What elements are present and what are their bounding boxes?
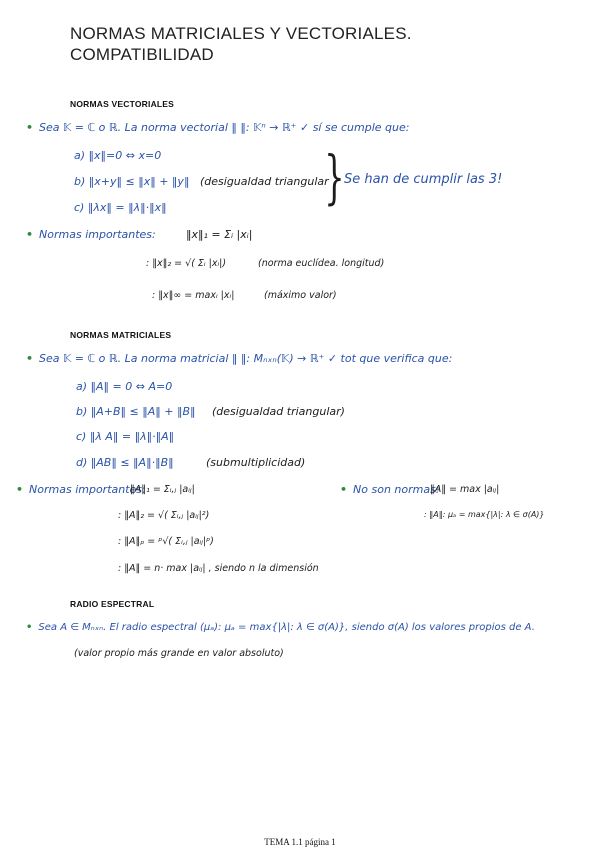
bullet-icon: • (16, 483, 24, 496)
matriciales-important-label: Normas importantes: (29, 483, 146, 496)
bullet-icon: • (340, 483, 348, 496)
section-heading-vectoriales: NORMAS VECTORIALES (70, 99, 175, 109)
vectoriales-important (26, 228, 156, 241)
radio-line1-text: Sea A ∈ Mₙₓₙ. El radio espectral (μₐ): μₐ = max{|λ|: λ ∈ σ(A)}, siendo σ(A) los valores propios de A. (38, 622, 535, 633)
vectoriales-norm-2: : ‖x‖₂ = √( Σᵢ |xᵢ|) (146, 258, 227, 269)
vectoriales-item-a: a) ‖x‖=0 ⇔ x=0 (74, 149, 162, 162)
radio-line1 (26, 622, 535, 633)
vectoriales-intro (26, 121, 409, 134)
matriciales-norm-4: : ‖A‖ = n· max |aᵢⱼ| , siendo n la dimensión (118, 563, 319, 574)
vectoriales-item-c: c) ‖λx‖ = ‖λ‖·‖x‖ (74, 201, 167, 214)
matriciales-item-b-note: (desigualdad triangular) (212, 405, 345, 418)
matriciales-norm-3: : ‖A‖ₚ = ᵖ√( Σᵢ,ⱼ |aᵢⱼ|ᵖ) (118, 536, 214, 547)
vectoriales-norm-3-note: (máximo valor) (264, 290, 337, 301)
radio-line2: (valor propio más grande en valor absoluto) (74, 648, 284, 659)
bullet-icon: • (26, 352, 34, 365)
matriciales-no-normas-label: No son normas: (353, 483, 440, 496)
section-heading-matriciales: NORMAS MATRICIALES (70, 330, 172, 340)
matriciales-no-norm-1: ‖A‖ = max |aᵢⱼ| (430, 484, 500, 495)
vectoriales-norm-3: : ‖x‖∞ = maxᵢ |xᵢ| (152, 290, 235, 301)
matriciales-item-d-note: (submultiplicidad) (206, 456, 306, 469)
bullet-icon: • (26, 622, 33, 633)
matriciales-item-b: b) ‖A+B‖ ≤ ‖A‖ + ‖B‖ (76, 405, 196, 418)
matriciales-important (16, 483, 146, 496)
matriciales-item-c: c) ‖λ A‖ = ‖λ‖·‖A‖ (76, 430, 175, 443)
vectoriales-intro-text: Sea 𝕂 = ℂ o ℝ. La norma vectorial ‖ ‖: 𝕂ⁿ → ℝ⁺ ✓ sí se cumple que: (39, 121, 410, 134)
vectoriales-important-label: Normas importantes: (39, 228, 156, 241)
matriciales-norm-2: : ‖A‖₂ = √( Σᵢ,ⱼ |aᵢⱼ|²) (118, 510, 210, 521)
vectoriales-brace-note: Se han de cumplir las 3! (344, 172, 503, 187)
matriciales-item-d: d) ‖AB‖ ≤ ‖A‖·‖B‖ (76, 456, 174, 469)
vectoriales-norm-1: ‖x‖₁ = Σᵢ |xᵢ| (186, 228, 253, 241)
matriciales-no-normas (340, 483, 440, 496)
bullet-icon: • (26, 228, 34, 241)
vectoriales-norm-2-note: (norma euclídea. longitud) (258, 258, 385, 269)
matriciales-intro-text: Sea 𝕂 = ℂ o ℝ. La norma matricial ‖ ‖: Mₙₓₙ(𝕂) → ℝ⁺ ✓ tot que verifica que: (39, 352, 453, 365)
matriciales-intro (26, 352, 452, 365)
matriciales-no-norm-2: : ‖A‖: μₐ = max{|λ|: λ ∈ σ(A)} (424, 510, 545, 519)
matriciales-item-a: a) ‖A‖ = 0 ⇔ A=0 (76, 380, 173, 393)
curly-brace-icon: } (324, 143, 345, 211)
section-heading-radio: RADIO ESPECTRAL (70, 599, 155, 609)
matriciales-norm-1: ‖A‖₁ = Σᵢ,ⱼ |aᵢⱼ| (130, 484, 195, 495)
page-title-line1: NORMAS MATRICIALES Y VECTORIALES. (70, 24, 412, 43)
vectoriales-item-b: b) ‖x+y‖ ≤ ‖x‖ + ‖y‖ (74, 175, 190, 188)
page-footer: TEMA 1.1 página 1 (264, 837, 336, 847)
page-title-line2: COMPATIBILIDAD (70, 45, 214, 64)
vectoriales-item-b-note: (desigualdad triangular (200, 175, 329, 188)
bullet-icon: • (26, 121, 34, 134)
